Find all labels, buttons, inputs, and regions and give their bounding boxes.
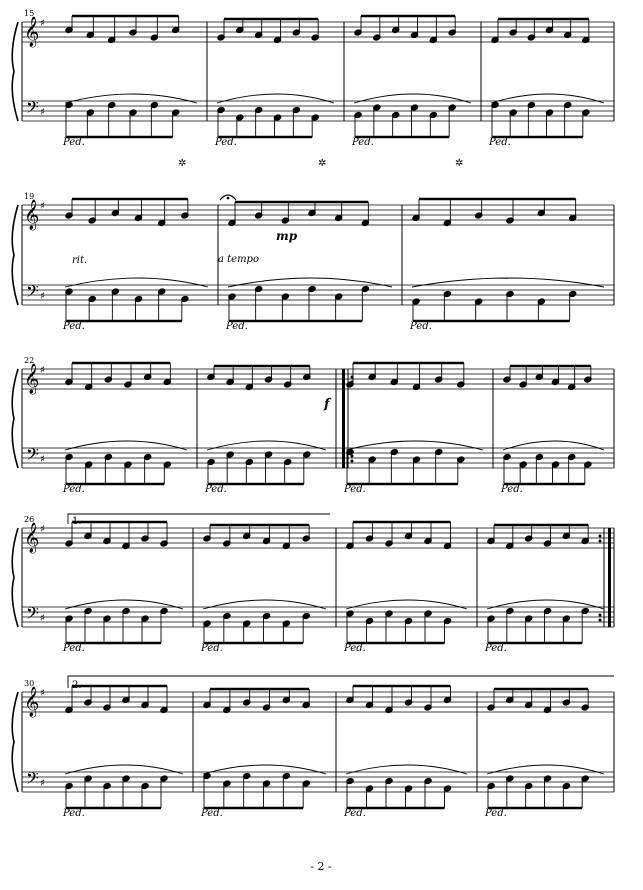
slur [346, 600, 467, 609]
slur [412, 278, 604, 287]
slur [203, 600, 326, 609]
repeat-dot [599, 540, 602, 543]
fermata-dot [227, 197, 230, 200]
system-5 [12, 679, 614, 819]
slur [354, 94, 471, 103]
pedal-mark: Ped. [63, 808, 85, 819]
pedal-release-icon: ✲ [178, 158, 187, 169]
treble-clef: 𝄞 [24, 200, 40, 230]
treble-clef: 𝄞 [24, 364, 40, 394]
slur [491, 94, 604, 103]
pedal-mark: Ped. [63, 321, 85, 332]
slur [65, 94, 197, 103]
slur [65, 278, 208, 287]
sharp-accidental: ♯ [40, 18, 45, 29]
pedal-release-icon: ✲ [455, 158, 464, 169]
repeat-dot [599, 619, 602, 622]
measure-number: 15 [24, 9, 35, 18]
repeat-dot [599, 535, 602, 538]
pedal-mark: Ped. [344, 808, 366, 819]
pedal-mark: Ped. [489, 137, 511, 148]
slur [503, 441, 604, 450]
pedal-mark: Ped. [485, 643, 507, 654]
measure-number: 26 [24, 515, 35, 524]
bass-clef: 𝄢 [26, 97, 39, 121]
sharp-accidental: ♯ [40, 107, 45, 118]
pedal-mark: Ped. [201, 808, 223, 819]
dynamic-f: f [324, 397, 330, 412]
brace [12, 22, 18, 121]
pedal-mark: Ped. [63, 137, 85, 148]
slur [346, 765, 467, 774]
slur [487, 765, 604, 774]
measure-number: 30 [24, 679, 35, 688]
sharp-accidental: ♯ [40, 201, 45, 212]
pedal-mark: Ped. [501, 484, 523, 495]
slur [203, 765, 326, 774]
volta-label-second: 2. [72, 680, 82, 691]
pedal-release-icon: ✲ [318, 158, 327, 169]
slur [217, 94, 334, 103]
pedal-mark: Ped. [352, 137, 374, 148]
brace [12, 369, 18, 468]
pedal-mark: Ped. [226, 321, 248, 332]
repeat-dot [351, 460, 354, 463]
bass-clef: 𝄢 [26, 281, 39, 305]
expression-a-tempo: a tempo [218, 254, 259, 265]
pedal-mark: Ped. [205, 484, 227, 495]
brace [12, 205, 18, 305]
slur [346, 441, 483, 450]
system-4 [12, 515, 614, 654]
pedal-mark: Ped. [344, 643, 366, 654]
system-1 [12, 9, 614, 148]
slur [65, 441, 187, 450]
sharp-accidental: ♯ [40, 524, 45, 535]
system-3 [12, 356, 614, 495]
sharp-accidental: ♯ [40, 291, 45, 302]
measure-number: 19 [24, 192, 35, 201]
expression-rit: rit. [72, 255, 88, 266]
pedal-mark: Ped. [63, 484, 85, 495]
bass-clef: 𝄢 [26, 444, 39, 468]
treble-clef: 𝄞 [24, 687, 40, 717]
slur [207, 441, 326, 450]
slur [487, 600, 604, 609]
sharp-accidental: ♯ [40, 454, 45, 465]
slur [65, 765, 183, 774]
slur [65, 600, 183, 609]
sharp-accidental: ♯ [40, 688, 45, 699]
pedal-mark: Ped. [63, 643, 85, 654]
volta-label-first: 1. [72, 516, 82, 527]
sharp-accidental: ♯ [40, 778, 45, 789]
sharp-accidental: ♯ [40, 365, 45, 376]
treble-clef: 𝄞 [24, 523, 40, 553]
pedal-mark: Ped. [485, 808, 507, 819]
slur [228, 278, 392, 287]
page-number: - 2 - [310, 860, 332, 873]
system-2 [12, 192, 614, 332]
pedal-mark: Ped. [215, 137, 237, 148]
measure-number: 22 [24, 356, 35, 365]
bass-clef: 𝄢 [26, 768, 39, 792]
pedal-mark: Ped. [410, 321, 432, 332]
pedal-mark: Ped. [201, 643, 223, 654]
dynamic-mp: mp [276, 229, 298, 243]
treble-clef: 𝄞 [24, 17, 40, 47]
repeat-dot [599, 614, 602, 617]
repeat-start-thick [342, 369, 345, 468]
repeat-dot [351, 455, 354, 458]
brace [12, 528, 18, 627]
sharp-accidental: ♯ [40, 613, 45, 624]
repeat-end-thick [608, 528, 611, 627]
pedal-mark: Ped. [344, 484, 366, 495]
brace [12, 692, 18, 792]
bass-clef: 𝄢 [26, 603, 39, 627]
